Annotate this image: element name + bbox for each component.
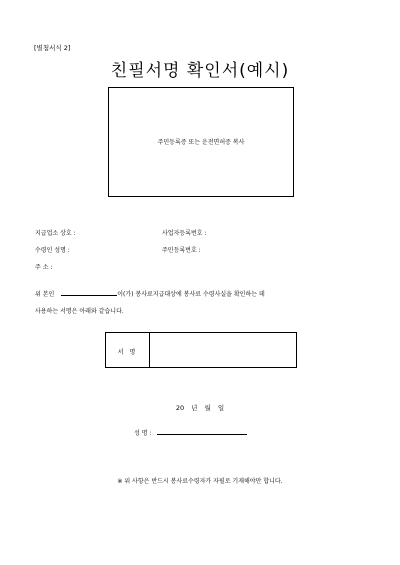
name-blank (157, 434, 247, 435)
id-copy-box-text: 주민등록증 또는 운전면허증 복사 (157, 139, 245, 146)
statement-prefix: 위 본인 (35, 291, 55, 298)
signature-label: 서 명 (117, 349, 138, 356)
footer-note: ※ 위 사항은 반드시 봉사료수령자가 자필로 기재해야만 합니다. (117, 478, 283, 485)
recipient-name-blank (61, 295, 117, 296)
name-line (134, 428, 247, 437)
business-name-label: 지급업소 상호 : (35, 230, 76, 237)
signature-table (105, 332, 297, 368)
form-code: [별첨서식 2] (34, 44, 71, 52)
resident-reg-no-label: 주민등록번호 : (162, 247, 201, 254)
name-line-label: 성 명 : (134, 430, 152, 437)
address-label: 주 소 : (35, 264, 53, 271)
recipient-name-label: 수령인 성명 : (35, 247, 70, 254)
date-line: 20 년 월 일 (175, 404, 225, 412)
page-title: 친필서명 확인서(예시) (110, 61, 290, 81)
signature-table-divider (149, 333, 150, 367)
statement-line-1 (35, 289, 265, 298)
statement-line-1-rest: 이(가) 봉사료지급대상에 봉사료 수령사실을 확인하는 데 (117, 291, 265, 298)
statement-line-2: 사용하는 서명은 아래와 같습니다. (35, 308, 124, 315)
business-reg-no-label: 사업자등록번호 : (162, 230, 207, 237)
id-copy-box (108, 87, 294, 197)
